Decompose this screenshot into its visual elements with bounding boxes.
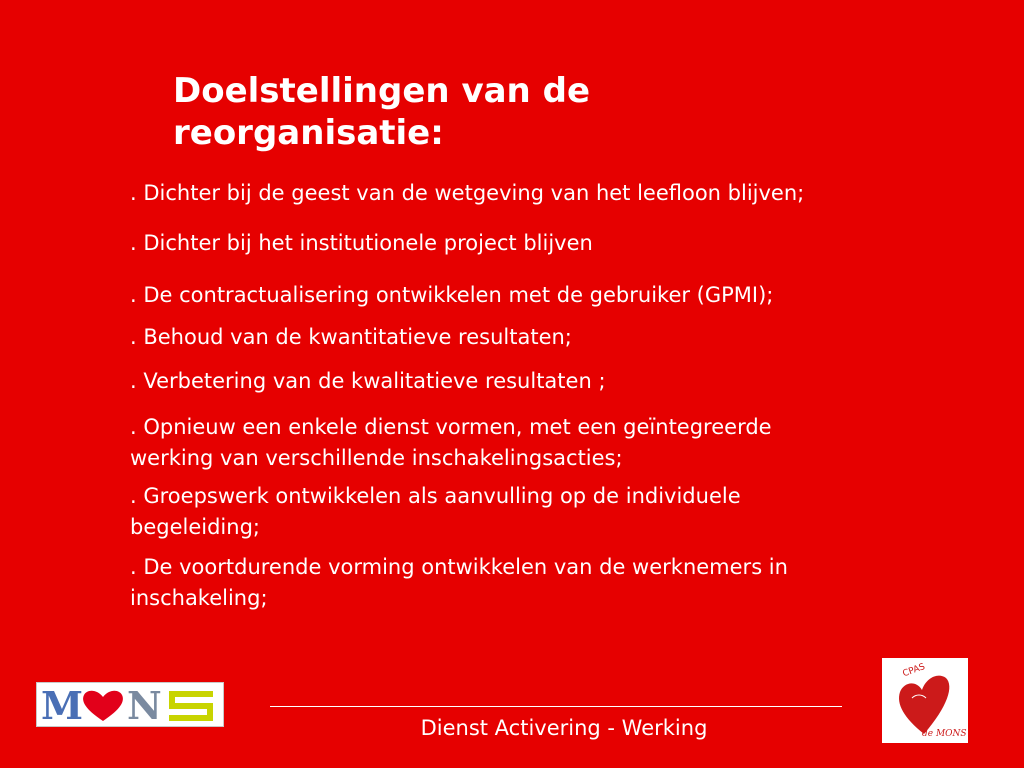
bullet-item: . Dichter bij het institutionele project blijven [130, 231, 593, 255]
heart-icon [83, 691, 123, 721]
slide-title: Doelstellingen van de reorganisatie: [173, 71, 590, 153]
svg-text:N: N [127, 683, 162, 726]
bullet-item: . Opnieuw een enkele dienst vormen, met een geïntegreerde werking van verschillende inschakelingsacties; [130, 415, 772, 470]
footer-divider [270, 706, 842, 707]
cpas-logo-graphic [882, 658, 968, 743]
svg-text:de MONS: de MONS [922, 729, 967, 739]
mons-logo-graphic [37, 683, 223, 726]
mons-logo [36, 682, 224, 727]
footer-text: Dienst Activering - Werking [420, 716, 708, 740]
bullet-item: . De voortdurende vorming ontwikkelen van de werknemers in inschakeling; [130, 555, 788, 610]
bullet-item: . Behoud van de kwantitatieve resultaten; [130, 325, 572, 349]
bullet-item: . De contractualisering ontwikkelen met de gebruiker (GPMI); [130, 283, 774, 307]
svg-text:CPAS: CPAS [901, 662, 927, 680]
svg-text:M: M [41, 683, 84, 726]
bullet-item: . Verbetering van de kwalitatieve resultaten ; [130, 369, 606, 393]
cpas-logo [882, 658, 968, 743]
bullet-item: . Groepswerk ontwikkelen als aanvulling op de individuele begeleiding; [130, 484, 741, 539]
bullet-item: . Dichter bij de geest van de wetgeving van het leefloon blijven; [130, 181, 805, 205]
heart-icon [899, 676, 949, 734]
